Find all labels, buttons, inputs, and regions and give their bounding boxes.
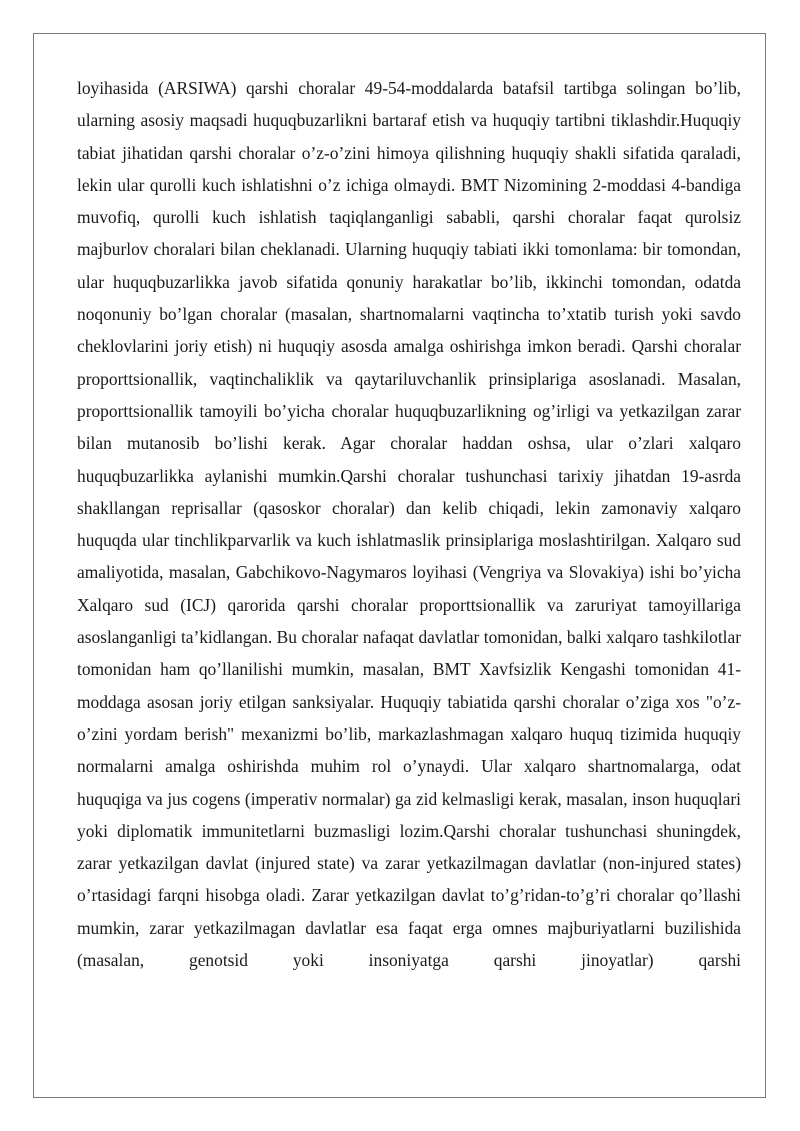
body-paragraph: loyihasida (ARSIWA) qarshi choralar 49-54-moddalarda batafsil tartibga solingan bo’lib, ularning asosiy maqsadi huquqbuzarlikni bartaraf etish va huquqiy tartibni tiklashdir.Huquqiy tabiat jihatidan qarshi choralar o’z-o’zini himoya qilishning huquqiy shakli sifatida qaraladi, lekin ular qurolli kuch ishlatishni o’z ichiga olmaydi. BMT Nizomining 2-moddasi 4-bandiga muvofiq, qurolli kuch ishlatish taqiqlanganligi sababli, qarshi choralar faqat qurolsiz majburlov choralari bilan cheklanadi. Ularning huquqiy tabiati ikki tomonlama: bir tomondan, ular huquqbuzarlikka javob sifatida qonuniy harakatlar bo’lib, ikkinchi tomondan, odatda noqonuniy bo’lgan choralar (masalan, shartnomalarni vaqtincha to’xtatib turish yoki savdo cheklovlarini joriy etish) ni huquqiy asosda amalga oshirishga imkon beradi. Qarshi choralar proporttsionallik, vaqtinchaliklik va qaytariluvchanlik prinsiplariga asoslanadi. Masalan, proporttsionallik tamoyili bo’yicha choralar huquqbuzarlikning og’irligi va yetkazilgan zarar bilan mutanosib bo’lishi kerak. Agar choralar haddan oshsa, ular o’zlari xalqaro huquqbuzarlikka aylanishi mumkin.Qarshi choralar tushunchasi tarixiy jihatdan 19-asrda shakllangan reprisallar (qasoskor choralar) dan kelib chiqadi, lekin zamonaviy xalqaro huquqda ular tinchlikparvarlik va kuch ishlatmaslik prinsiplariga moslashtirilgan. Xalqaro sud amaliyotida, masalan, Gabchikovo-Nagymaros loyihasi (Vengriya va Slovakiya) ishi bo’yicha Xalqaro sud (ICJ) qarorida qarshi choralar proporttsionallik va zaruriyat tamoyillariga asoslanganligi ta’kidlangan. Bu choralar nafaqat davlatlar tomonidan, balki xalqaro tashkilotlar tomonidan ham qo’llanilishi mumkin, masalan, BMT Xavfsizlik Kengashi tomonidan 41-moddaga asosan joriy etilgan sanksiyalar. Huquqiy tabiatida qarshi choralar o’ziga xos "o’z-o’zini yordam berish" mexanizmi bo’lib, markazlashmagan xalqaro huquq tizimida huquqiy normalarni amalga oshirishda muhim rol o’ynaydi. Ular xalqaro shartnomalarga, odat huquqiga va jus cogens (imperativ normalar) ga zid kelmasligi kerak, masalan, inson huquqlari yoki diplomatik immunitetlarni buzmasligi lozim.Qarshi choralar tushunchasi shuningdek, zarar yetkazilgan davlat (injured state) va zarar yetkazilmagan davlatlar (non-injured states) o’rtasidagi farqni hisobga oladi. Zarar yetkazilgan davlat to’g’ridan-to’g’ri choralar qo’llashi mumkin, zarar yetkazilmagan davlatlar esa faqat erga omnes majburiyatlarni buzilishida (masalan, genotsid yoki insoniyatga qarshi jinoyatlar) qarshi: [77, 78, 741, 971]
